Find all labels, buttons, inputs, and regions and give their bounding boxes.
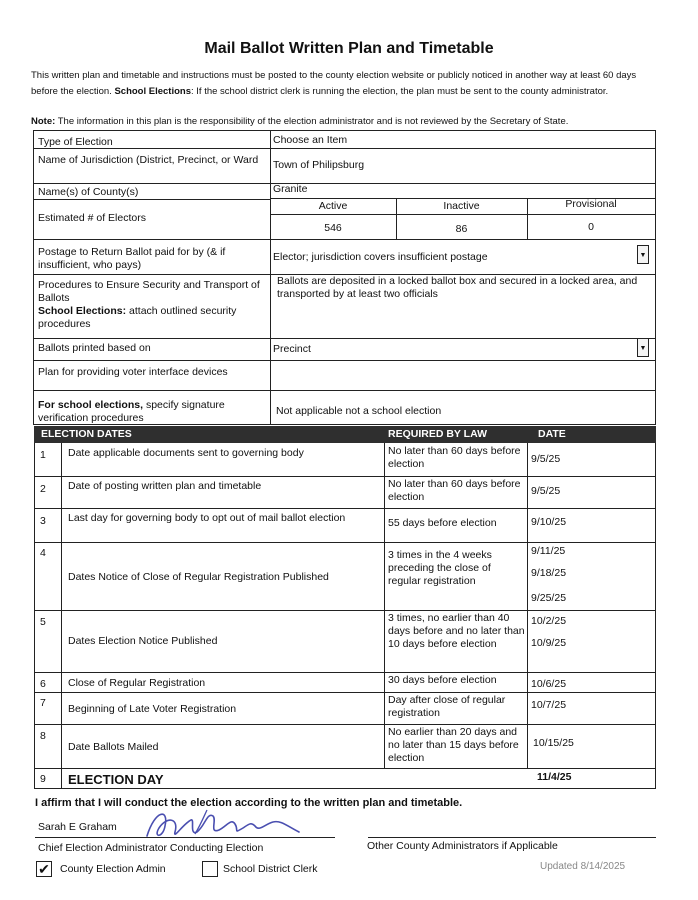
row-number: 7 [40, 697, 46, 709]
row-number: 4 [40, 547, 46, 559]
printed-select[interactable]: Precinct [273, 343, 311, 355]
type-select[interactable]: Choose an Item [273, 134, 348, 146]
row-date[interactable]: 9/18/25 [531, 567, 567, 579]
row-number: 2 [40, 483, 46, 495]
electors-label: Estimated # of Electors [38, 212, 146, 224]
row-law: 55 days before election [388, 517, 497, 529]
row-number: 3 [40, 515, 46, 527]
row-label: Date applicable documents sent to governing body [68, 447, 304, 459]
row-date[interactable]: 9/10/25 [531, 516, 567, 528]
signature-image [135, 804, 305, 846]
county-admin-checkbox[interactable]: ✔ [36, 861, 52, 877]
signature-line-chief [35, 837, 335, 838]
row-date[interactable]: 9/5/25 [531, 485, 561, 497]
row-label: Dates Election Notice Published [68, 635, 218, 647]
header-date: DATE [538, 428, 566, 440]
provisional-field[interactable]: 0 [588, 221, 594, 233]
row-number: 6 [40, 678, 46, 690]
election-day-date[interactable]: 11/4/25 [537, 771, 572, 783]
row-date[interactable]: 10/2/25 [531, 615, 567, 627]
row-law: 30 days before election [388, 674, 497, 686]
row-label: Close of Regular Registration [68, 677, 206, 689]
row-date[interactable]: 9/5/25 [531, 453, 561, 465]
row-number: 1 [40, 449, 46, 461]
row-law: Day after close of regular registration [388, 694, 506, 719]
county-admin-label: County Election Admin [60, 863, 166, 875]
row-number: 9 [40, 773, 46, 785]
postage-label: Postage to Return Ballot paid for by (& if insufficient, who pays) [38, 246, 226, 271]
school-signature-field[interactable]: Not applicable not a school election [276, 405, 442, 417]
row-label: Dates Notice of Close of Regular Registration Published [68, 571, 329, 583]
election-day-label: ELECTION DAY [68, 772, 164, 787]
row-date[interactable]: 10/15/25 [533, 737, 574, 749]
postage-select[interactable]: Elector; jurisdiction covers insufficient postage [273, 251, 488, 263]
provisional-label: Provisional [565, 198, 617, 210]
header-election-dates: ELECTION DATES [41, 428, 132, 440]
intro-text: This written plan and timetable and instructions must be posted to the county election website or publicly noticed in another way at least 60 days before the election. School Elections: If the school district clerk is running the election, the plan must be sent to the county administrator. [31, 70, 637, 97]
jurisdiction-label: Name of Jurisdiction (District, Precinct, or Ward [38, 154, 259, 166]
printed-label: Ballots printed based on [38, 342, 151, 354]
row-law: 3 times, no earlier than 40 days before and no later than 10 days before election [388, 612, 525, 650]
printed-dropdown-icon[interactable]: ▼ [637, 338, 649, 357]
type-label: Type of Election [38, 136, 113, 148]
other-administrators-label: Other County Administrators if Applicable [367, 840, 558, 852]
row-number: 5 [40, 616, 46, 628]
row-label: Beginning of Late Voter Registration [68, 703, 237, 715]
interface-label: Plan for providing voter interface devices [38, 366, 228, 378]
row-number: 8 [40, 730, 46, 742]
inactive-label: Inactive [443, 200, 480, 212]
county-label: Name(s) of County(s) [38, 186, 139, 198]
county-field[interactable]: Granite [273, 183, 308, 195]
active-label: Active [318, 200, 348, 212]
row-date[interactable]: 10/6/25 [531, 678, 567, 690]
school-clerk-checkbox[interactable] [202, 861, 218, 877]
security-field[interactable]: Ballots are deposited in a locked ballot box and secured in a locked area, and transported by at least two officials [277, 275, 638, 300]
row-date[interactable]: 10/7/25 [531, 699, 567, 711]
header-required-by-law: REQUIRED BY LAW [388, 428, 487, 440]
updated-date: Updated 8/14/2025 [540, 861, 626, 872]
row-date[interactable]: 9/11/25 [531, 545, 566, 557]
jurisdiction-field[interactable]: Town of Philipsburg [273, 159, 365, 171]
affirm-statement: I affirm that I will conduct the election according to the written plan and timetable. [35, 797, 463, 809]
page-title: Mail Ballot Written Plan and Timetable [204, 40, 494, 57]
note-text: Note: The information in this plan is the responsibility of the election administrator and is not reviewed by the Secretary of State. [31, 116, 569, 127]
row-date[interactable]: 10/9/25 [531, 637, 567, 649]
row-law: 3 times in the 4 weeks preceding the close of regular registration [388, 549, 492, 587]
school-signature-label: For school elections, specify signature verification procedures [38, 399, 225, 424]
row-label: Date Ballots Mailed [68, 741, 159, 753]
signer-name: Sarah E Graham [38, 821, 117, 833]
signature-line-other [368, 837, 656, 838]
postage-dropdown-icon[interactable]: ▼ [637, 245, 649, 264]
security-label: Procedures to Ensure Security and Transport of Ballots School Elections: attach outlined security procedures [38, 279, 260, 330]
row-law: No later than 60 days before election [388, 478, 521, 503]
active-field[interactable]: 546 [324, 222, 342, 234]
row-date[interactable]: 9/25/25 [531, 592, 567, 604]
row-law: No earlier than 20 days and no later than 15 days before election [388, 726, 519, 764]
inactive-field[interactable]: 86 [455, 223, 468, 235]
election-dates-header [34, 426, 656, 443]
row-law: No later than 60 days before election [388, 445, 521, 470]
row-label: Date of posting written plan and timetable [68, 480, 262, 492]
school-clerk-label: School District Clerk [223, 863, 318, 875]
chief-administrator-label: Chief Election Administrator Conducting Election [38, 842, 264, 854]
row-label: Last day for governing body to opt out of mail ballot election [68, 512, 346, 524]
